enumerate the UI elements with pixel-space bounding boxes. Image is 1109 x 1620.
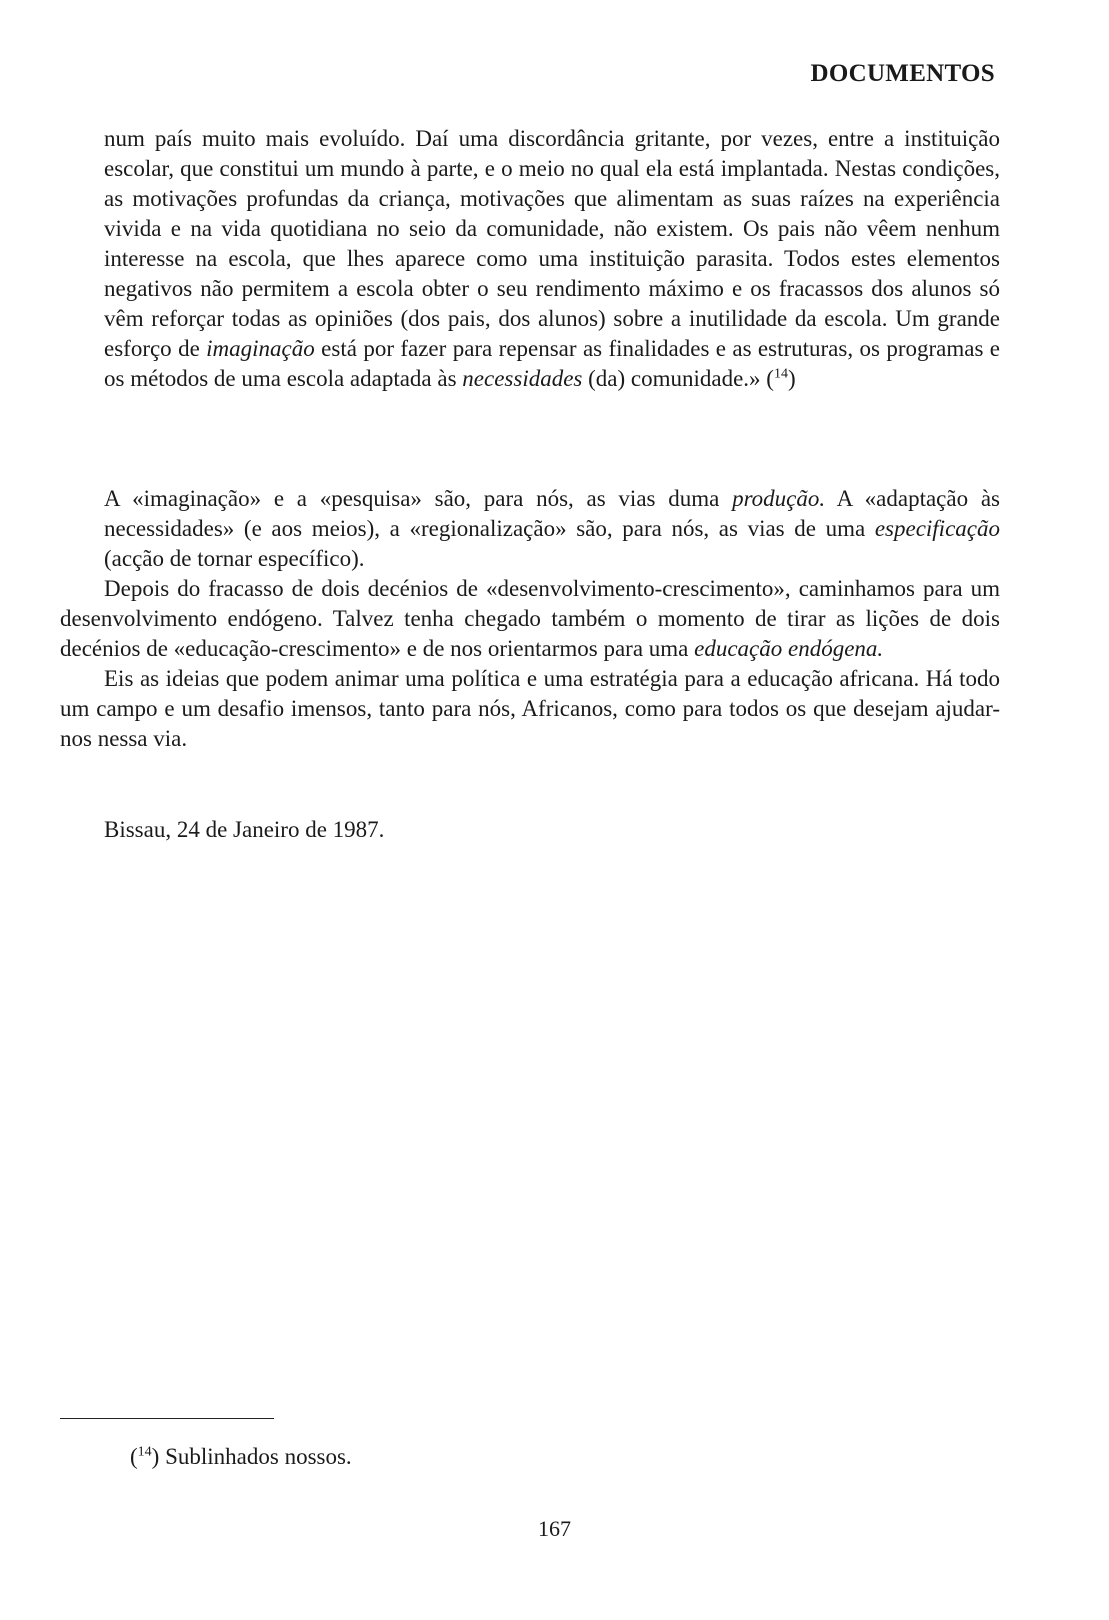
- quote-footnote-ref[interactable]: 14: [773, 366, 788, 382]
- footnote-divider: [60, 1418, 274, 1419]
- para-a-emphasis-producao: produção.: [732, 486, 826, 511]
- body-paragraphs: [60, 574, 1000, 754]
- footnote: [130, 1444, 352, 1470]
- paragraph-c: Eis as ideias que podem animar uma política e uma estratégia para a educação africana. Há todo um campo e um desafio imensos, tanto para nós, Africanos, como para todos os que desejam ajudar-nos nessa via.: [60, 666, 1000, 751]
- quote-paragraph: [104, 124, 1000, 394]
- quote-emphasis-necessidades: necessidades: [462, 366, 583, 391]
- quote-text-3: (da) comunidade.» (: [582, 366, 774, 391]
- quote-text-4: ): [787, 366, 796, 391]
- footnote-text: Sublinhados nossos.: [159, 1444, 352, 1469]
- footnote-close-paren: ): [151, 1444, 160, 1469]
- section-header: DOCUMENTOS: [810, 60, 995, 87]
- para-b-emphasis-educacao-endogena: educação endógena.: [694, 636, 884, 661]
- paragraph-a: [104, 484, 1000, 574]
- para-a-emphasis-especificacao: especificação: [874, 516, 1000, 541]
- quote-text-1: num país muito mais evoluído. Daí uma discordância gritante, por vezes, entre a instituição escolar, que constitui um mundo à parte, e o meio no qual ela está implantada. Nestas condições, as motivações profundas da criança, motivações que alimentam as suas raízes na experiência vivida e na vida quotidiana no seio da comunidade, não existem. Os pais não vêem nenhum interesse na escola, que lhes aparece como uma instituição parasita. Todos estes elementos negativos não permitem a escola obter o seu rendimento máximo e os fracassos dos alunos só vêm reforçar todas as opiniões (dos pais, dos alunos) sobre a inutilidade da escola. Um grande esforço de: [104, 126, 1000, 361]
- para-a-text-1: A «imaginação» e a «pesquisa» são, para nós, as vias duma: [104, 486, 733, 511]
- para-b-text-1: Depois do fracasso de dois decénios de «desenvolvimento-crescimento», caminhamos para um desenvolvimento endógeno. Talvez tenha chegado também o momento de tirar as lições de dois decénios de «educação-crescimento» e de nos orientarmos para uma: [60, 576, 1000, 661]
- date-line: Bissau, 24 de Janeiro de 1987.: [104, 817, 385, 842]
- paragraph-b: [60, 574, 1000, 664]
- footnote-open-paren: (: [130, 1444, 138, 1469]
- para-a-text-2: A «adaptação às necessidades» (e aos meios), a «regionalização» são, para nós, as vias de uma: [104, 486, 1000, 541]
- para-a-text-3: (acção de tornar específico).: [104, 546, 365, 571]
- page-number: 167: [538, 1516, 571, 1541]
- footnote-number: 14: [137, 1444, 152, 1460]
- quote-text-2: está por fazer para repensar as finalidades e as estruturas, os programas e os métodos de uma escola adaptada às: [104, 336, 1000, 391]
- quote-emphasis-imaginacao: imaginação: [206, 336, 315, 361]
